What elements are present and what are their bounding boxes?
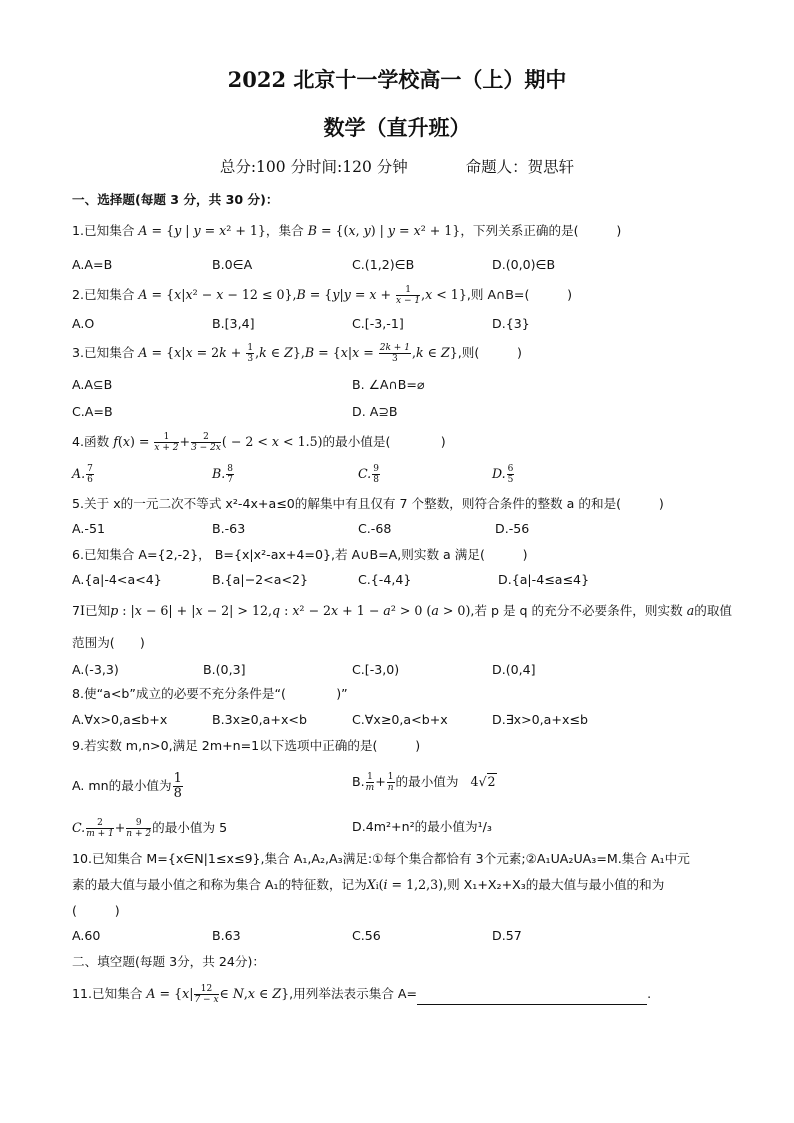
question-8: 8.使“a<b”成立的必要不充分条件是“( )” bbox=[72, 686, 348, 701]
q10-option-c: C.56 bbox=[352, 928, 381, 943]
q5-option-b: B.-63 bbox=[212, 521, 246, 536]
q4-option-a: A. $\frac{7}{6}$ bbox=[72, 464, 93, 485]
q6-option-c: C.{-4,4} bbox=[358, 572, 412, 587]
exam-subtitle: 数学（直升班） bbox=[323, 115, 471, 140]
q1-option-b: B.0∈A bbox=[212, 257, 253, 272]
section-heading-choice: 一、选择题(每题 3 分，共 30 分)： bbox=[72, 192, 279, 207]
q8-option-d: D.∃x>0,a+x≤b bbox=[492, 712, 588, 727]
q5-option-c: C.-68 bbox=[358, 521, 392, 536]
q2-option-c: C.[-3,-1] bbox=[352, 316, 404, 331]
question-4: 4.函数 f(x) = $\frac{1}{x + 2}$ + $\frac{2}{3 - 2x}$ ( − 2 < x < 1.5)的最小值是( ) bbox=[72, 432, 446, 453]
q1-option-c: C.(1,2)∈B bbox=[352, 257, 415, 272]
q9-option-b: B. $\frac{1}{m}$ + $\frac{1}{n}$ 的最小值为 4√2 bbox=[352, 772, 496, 793]
question-10-line2: 素的最大值与最小值之和称为集合 A₁的特征数，记为Xi(i = 1,2,3),则 X₁+X₂+X₃的最大值与最小值的和为 bbox=[72, 877, 665, 892]
q1-option-a: A.A=B bbox=[72, 257, 113, 272]
q5-option-a: A.-51 bbox=[72, 521, 105, 536]
q7-option-d: D.(0,4] bbox=[492, 662, 536, 677]
q3-option-a: A.A⊆B bbox=[72, 377, 113, 392]
question-9: 9.若实数 m,n>0,满足 2m+n=1以下选项中正确的是( ) bbox=[72, 738, 421, 753]
q3-option-b: B. ∠A∩B=⌀ bbox=[352, 377, 425, 392]
q10-option-a: A.60 bbox=[72, 928, 101, 943]
q2-option-b: B.[3,4] bbox=[212, 316, 255, 331]
q8-option-c: C.∀x≥0,a<b+x bbox=[352, 712, 448, 727]
q6-option-d: D.{a|-4≤a≤4} bbox=[498, 572, 590, 587]
q7-option-c: C.[-3,0) bbox=[352, 662, 400, 677]
question-6: 6.已知集合 A={2,-2}， B={x|x²-ax+4=0},若 A∪B=A,则实数 a 满足( ) bbox=[72, 547, 528, 562]
q7-option-b: B.(0,3] bbox=[203, 662, 246, 677]
q3-option-d: D. A⊇B bbox=[352, 404, 398, 419]
q11-answer-blank[interactable] bbox=[417, 990, 647, 1005]
q4-option-b: B. $\frac{8}{7}$ bbox=[212, 464, 233, 485]
q8-option-a: A.∀x>0,a≤b+x bbox=[72, 712, 168, 727]
q3-option-c: C.A=B bbox=[72, 404, 113, 419]
q1-option-d: D.(0,0)∈B bbox=[492, 257, 556, 272]
exam-author: 命题人：贺思轩 bbox=[465, 158, 575, 176]
q1-set-b: B bbox=[307, 223, 317, 238]
section-heading-fill: 二、填空题(每题 3分，共 24分)： bbox=[72, 954, 265, 969]
q10-option-b: B.63 bbox=[212, 928, 241, 943]
question-11: 11.已知集合 A = {x| $\frac{12}{7 - x}$ ∈ N,x ∈ Z},用列举法表示集合 A= . bbox=[72, 984, 652, 1005]
q9-option-c: C. $\frac{2}{m + 1}$ + $\frac{9}{n + 2}$ 的最小值为 5 bbox=[72, 818, 228, 839]
exam-score-time: 总分:100 分时间:120 分钟 bbox=[219, 158, 408, 176]
q1-set-a: A bbox=[138, 223, 148, 238]
question-10-line3: ( ) bbox=[72, 903, 120, 918]
q5-option-d: D.-56 bbox=[495, 521, 530, 536]
q9-option-a: A. mn的最小值为 $\frac{1}{8}$ bbox=[72, 771, 182, 801]
question-3: 3.已知集合 A = {x|x = 2k + $\frac{1}{3}$ ,k ∈ Z},B = {x|x = $\frac{2k + 1}{3}$ ,k ∈ Z},则( ) bbox=[72, 343, 522, 364]
q8-option-b: B.3x≥0,a+x<b bbox=[212, 712, 307, 727]
exam-title: 2022 北京十一学校高一（上）期中 bbox=[227, 67, 567, 92]
question-7-cont: 范围为( ) bbox=[72, 635, 145, 650]
exam-meta bbox=[0, 155, 794, 177]
question-10: 10.已知集合 M={x∈N|1≤x≤9},集合 A₁,A₂,A₃满足:①每个集合都恰有 3个元素;②A₁UA₂UA₃=M.集合 A₁中元 bbox=[72, 851, 690, 866]
q2-option-a: A.O bbox=[72, 316, 95, 331]
question-5: 5.关于 x的一元二次不等式 x²-4x+a≤0的解集中有且仅有 7 个整数，则符合条件的整数 a 的和是( ) bbox=[72, 496, 664, 511]
question-2: 2.已知集合 A = {x|x² − x − 12 ≤ 0},B = {y|y = x + $\frac{1}{x - 1}$ ,x < 1},则 A∩B=( ) bbox=[72, 285, 573, 306]
q6-option-b: B.{a|−2<a<2} bbox=[212, 572, 309, 587]
q4-option-d: D. $\frac{6}{5}$ bbox=[492, 464, 514, 485]
q4-option-c: C. $\frac{9}{8}$ bbox=[358, 464, 379, 485]
question-7: 7I已知p : |x − 6| + |x − 2| > 12,q : x² − 2x + 1 − a² > 0 (a > 0),若 p 是 q 的充分不必要条件，则实数 a的取值 bbox=[72, 603, 732, 618]
q6-option-a: A.{a|-4<a<4} bbox=[72, 572, 162, 587]
question-1: 1.已知集合 A = {y | y = x² + 1}，集合 B = {(x, y) | y = x² + 1}，下列关系正确的是( ) bbox=[72, 223, 622, 238]
q7-option-a: A.(-3,3) bbox=[72, 662, 119, 677]
q9-option-d: D.4m²+n²的最小值为¹/₃ bbox=[352, 819, 492, 834]
q10-option-d: D.57 bbox=[492, 928, 522, 943]
q2-option-d: D.{3} bbox=[492, 316, 530, 331]
